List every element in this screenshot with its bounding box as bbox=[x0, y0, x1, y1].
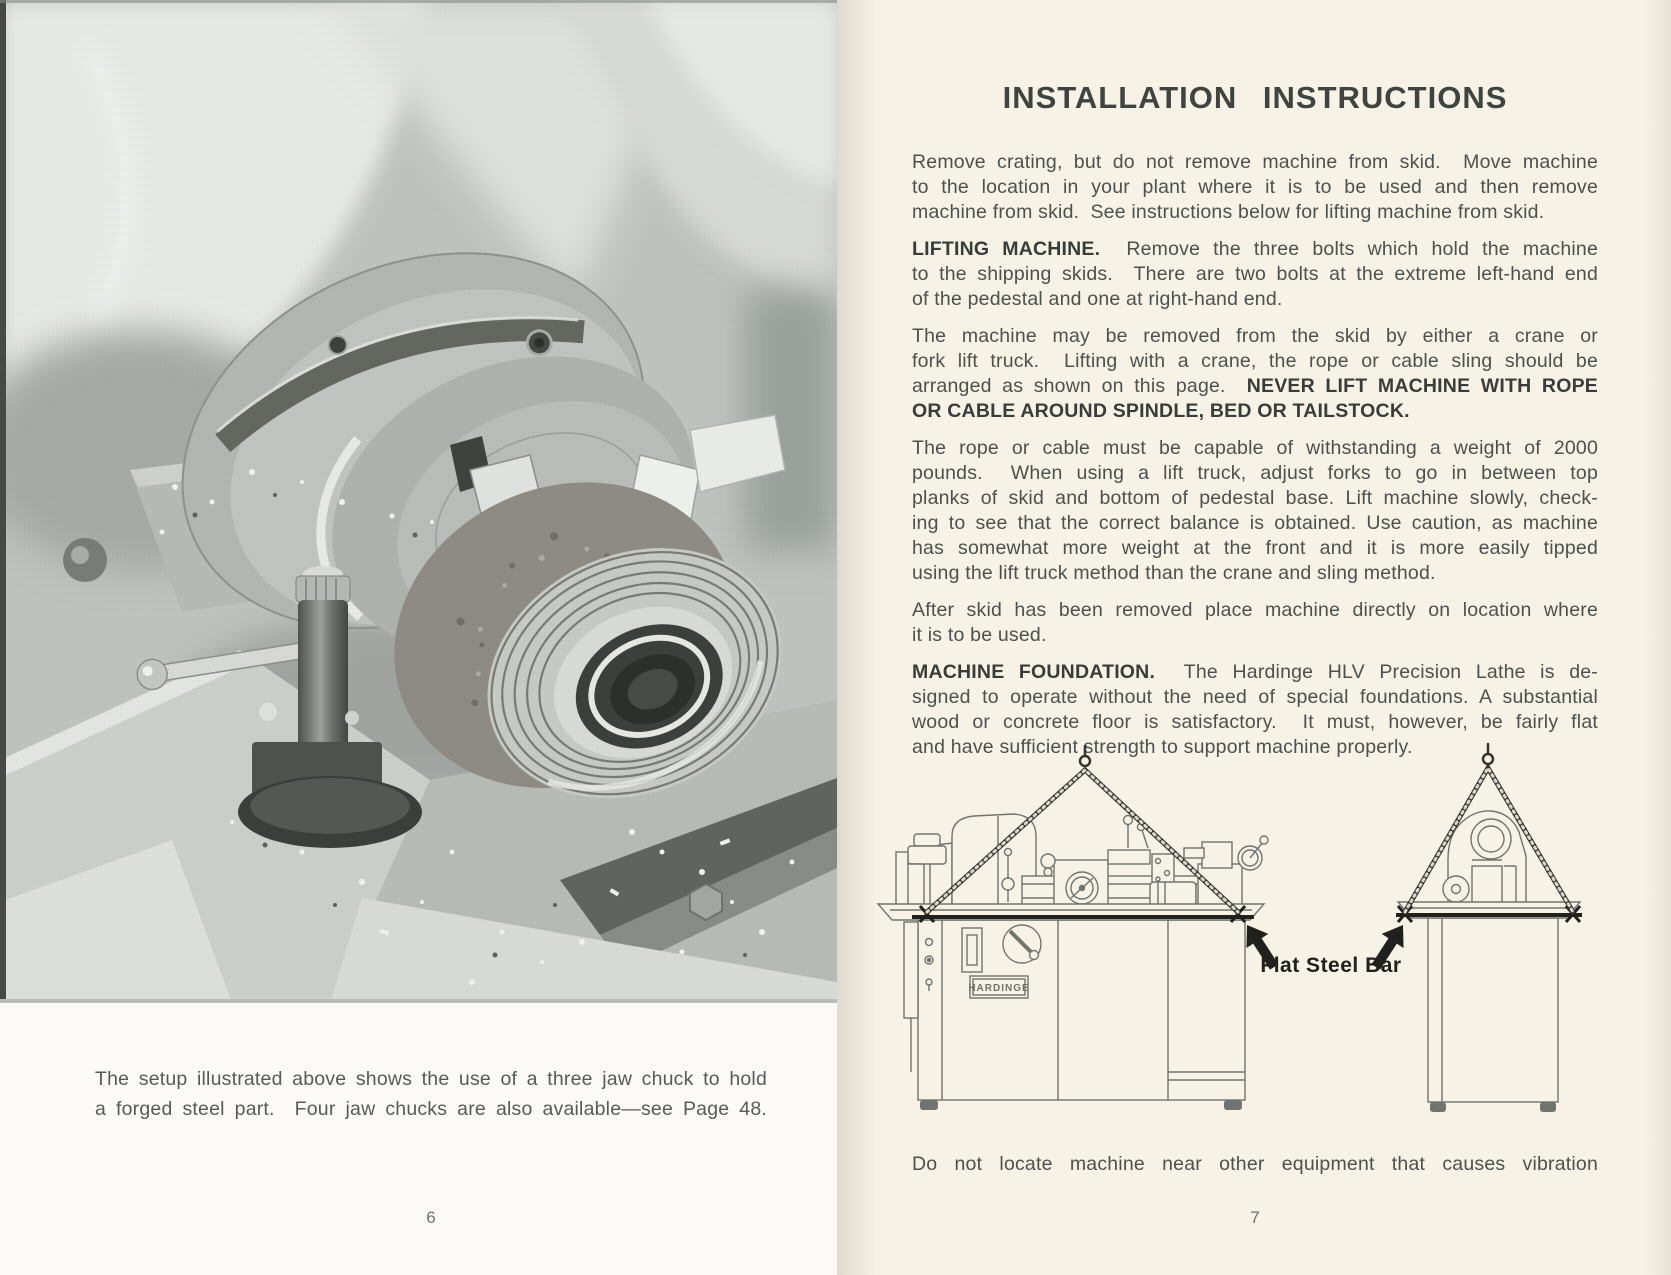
photo-caption: The setup illustrated above shows the use of a three jaw chuck to hold a forged steel part. Four jaw chucks are also available—see Page 48. bbox=[95, 1068, 767, 1120]
page-title: INSTALLATION INSTRUCTIONS bbox=[1002, 80, 1508, 115]
lifting-diagram-svg bbox=[850, 690, 1610, 1130]
page-edge-shadow bbox=[1643, 0, 1671, 1275]
footer-note: Do not locate machine near other equipment that causes vibration bbox=[912, 1153, 1598, 1175]
lathe-chuck-photo bbox=[0, 0, 837, 1003]
installation-instructions-text: Remove crating, but do not remove machine from skid. Move machine to the location in your plant where it is to be used and then remove machine from skid. See instructions below for lifting machine from skid. LIFTING MACHINE. Remove the three bolts which hold the machine to the shipping skids. There are two bolts at the extreme left-hand end of the pedestal and one at right-hand end. The machine may be removed from the skid by either a crane or fork lift truck. Lifting with a crane, the rope or cable sling should be arranged as shown on this page. NEVER LIFT MACHINE WITH ROPE OR CABLE AROUND SPINDLE, BED OR TAILSTOCK. The rope or cable must be capable of withstanding a weight of 2000 pounds. When using a lift truck, adjust forks to go in between top planks of skid and bottom of pedestal base. Lift machine slowly, check- ing to see that the correct balance is obtained. Use caution, as machine has somewhat more weight at the front and it is more easily tipped using the lift truck method than the crane and sling method. After skid has been removed place machine directly on location where it is to be used. MACHINE FOUNDATION. The Hardinge HLV Precision Lathe is de- signed to operate without the need of special foundations. A substantial wood or concrete floor is satisfactory. It must, however, be fairly flat and have sufficient strength to support machine properly. bbox=[912, 151, 1598, 758]
hardinge-nameplate: HARDINGE bbox=[968, 983, 1030, 994]
flat-steel-bar-label: Flat Steel Bar bbox=[1260, 954, 1402, 977]
photo-illustration bbox=[0, 0, 837, 1003]
lifting-diagram bbox=[850, 690, 1610, 1135]
page-number-right: 7 bbox=[1250, 1208, 1260, 1227]
flat-steel-bars bbox=[912, 915, 1582, 917]
page-number-left: 6 bbox=[426, 1208, 436, 1227]
